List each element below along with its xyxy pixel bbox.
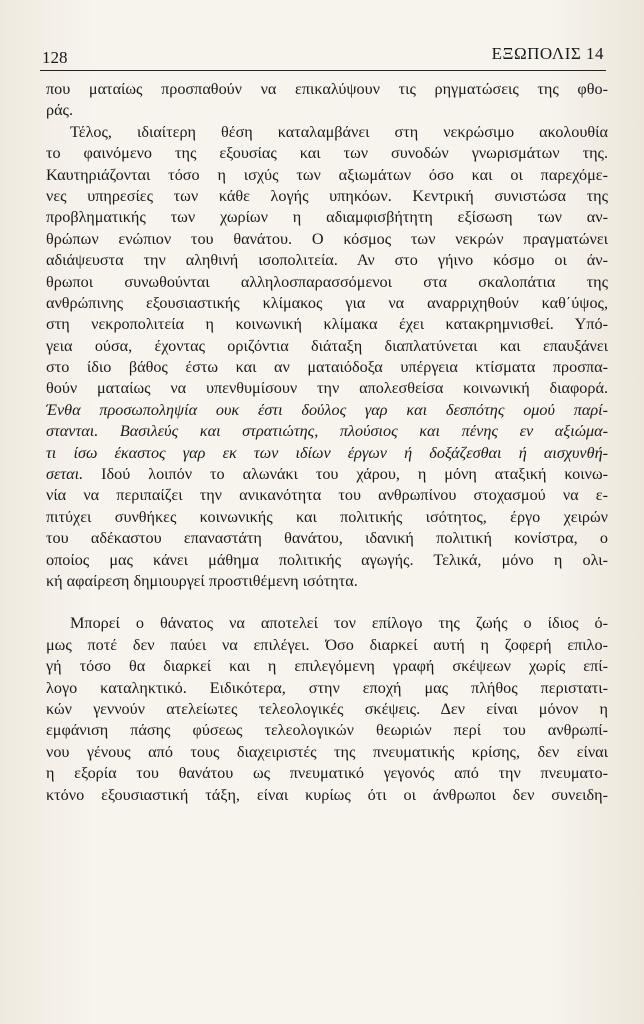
text-line: κή αφαίρεση δημιουργεί προστιθέμενη ισότητα. — [46, 571, 358, 590]
text-line: στο ίδιο βάθος έστω και αν ματαιόδοξα υπέργεια κτίσματα προσπα- — [46, 358, 608, 377]
text-line: νου γένους από τους διαχειριστές της πνευματικής κρίσης, δεν είναι — [46, 742, 608, 761]
text-line: μως ποτέ δεν παύει να επιλέγει. Όσο διαρκεί αυτή η ζοφερή επιλο- — [46, 635, 608, 654]
text-line: τι ίσω έκαστος γαρ εκ των ιδίων έργων ή δοξάζεσθαι ή αισχυνθή- — [46, 443, 608, 462]
text-line: σεται. Ιδού λοιπόν το αλωνάκι του χάρου, η μόνη αταξική κοινω- — [46, 465, 608, 484]
page-header — [40, 44, 606, 71]
page-number: 128 — [42, 48, 68, 67]
text-line: θρώπων ενώπιον του θανάτου. Ο κόσμος των νεκρών πραγματώνει — [46, 229, 608, 248]
paragraph-gap — [46, 592, 608, 613]
text-line: νες υπηρεσίες των κάθε λογής υπηκόων. Κεντρική συνιστώσα της — [46, 186, 608, 205]
paragraph — [46, 79, 608, 122]
text-line: θούν ματαίως να υπενθυμίσουν την απολεσθείσα κοινωνική διαφορά. — [46, 379, 608, 398]
text-line: στη νεκροπολιτεία η κοινωνική κλίμακα έχει κατακρημνισθεί. Υπό- — [46, 315, 608, 334]
text-line: οποίος μας κάνει μάθημα πολιτικής αγωγής. Τελικά, μόνο η ολι- — [46, 550, 608, 569]
text-line: που ματαίως προσπαθούν να επικαλύψουν τις ρηγματώσεις της φθο- — [46, 80, 608, 98]
text-line: Καυτηριάζονται τόσο η ισχύς των αξιωμάτων όσο και οι παρεχόμε- — [46, 165, 608, 184]
text-line: ανθρώπινης εξουσιαστικής κλίμακος για να αναρριχηθούν καθ΄ύψος, — [46, 293, 608, 312]
text-line: η εξορία του θανάτου ως πνευματικό γεγονός από την πνευματο- — [46, 764, 608, 783]
text-line: αδιάψευστα την αληθινή ισοπολιτεία. Αν στο γήινο κόσμο οι άν- — [46, 251, 608, 270]
paragraph — [46, 613, 608, 806]
text-line: Μπορεί ο θάνατος να αποτελεί τον επίλογο της ζωής ο ίδιος ό- — [70, 614, 608, 633]
text-line: κτόνο εξουσιαστική τάξη, είναι κυρίως ότι οι άνθρωποι δεν συνειδη- — [46, 785, 608, 804]
text-line: θρωποι συνωθούνται αλληλοσπαρασσόμενοι στα σκαλοπάτια της — [46, 272, 608, 291]
body-text — [46, 79, 608, 806]
text-line: εμφάνιση πάσης φύσεως τελεολογικών θεωριών περί του ανθρωπί- — [46, 721, 608, 740]
text-line: λογο καταληκτικό. Ειδικότερα, στην εποχή μας πλήθος περιστατι- — [46, 678, 608, 697]
text-line: το φαινόμενο της εξουσίας και των συνοδών γνωρισμάτων της. — [46, 144, 608, 163]
text-line: γεια ούσα, έχοντας οριζόντια διάταξη διαπλατύνεται και επαυξάνει — [46, 336, 608, 355]
running-head: ΕΞΩΠΟΛΙΣ 14 — [491, 44, 604, 63]
text-line: πιτύχει συνθήκες κοινωνικής και πολιτικής ισότητος, έργο χειρών — [46, 507, 608, 526]
text-line: νία να περιπαίζει την ανικανότητα του ανθρωπίνου στοχασμού να ε- — [46, 486, 608, 505]
text-line: κών γεννούν ατελείωτες τελεολογικές σκέψεις. Δεν είναι μόνον η — [46, 699, 608, 718]
text-line: Τέλος, ιδιαίτερη θέση καταλαμβάνει στη νεκρώσιμο ακολουθία — [70, 122, 608, 141]
text-line: γή τόσο θα διαρκεί και η επιλεγόμενη γραφή σκέψεων χωρίς επί- — [46, 657, 608, 676]
paragraph — [46, 122, 608, 593]
text-line: προβληματικής των χωρίων η αδιαμφισβήτητη εξίσωση των αν- — [46, 208, 608, 227]
text-line: ράς. — [46, 101, 74, 120]
text-line: Ένθα προσωποληψία ουκ έστι δούλος γαρ και δεσπότης ομού παρί- — [46, 400, 608, 419]
text-line: στανται. Βασιλεύς και στρατιώτης, πλούσιος και πένης εν αξιώμα- — [46, 422, 608, 441]
text-line: του αδέκαστου επαναστάτη θανάτου, ιδανική πολιτική κονίστρα, ο — [46, 529, 608, 548]
